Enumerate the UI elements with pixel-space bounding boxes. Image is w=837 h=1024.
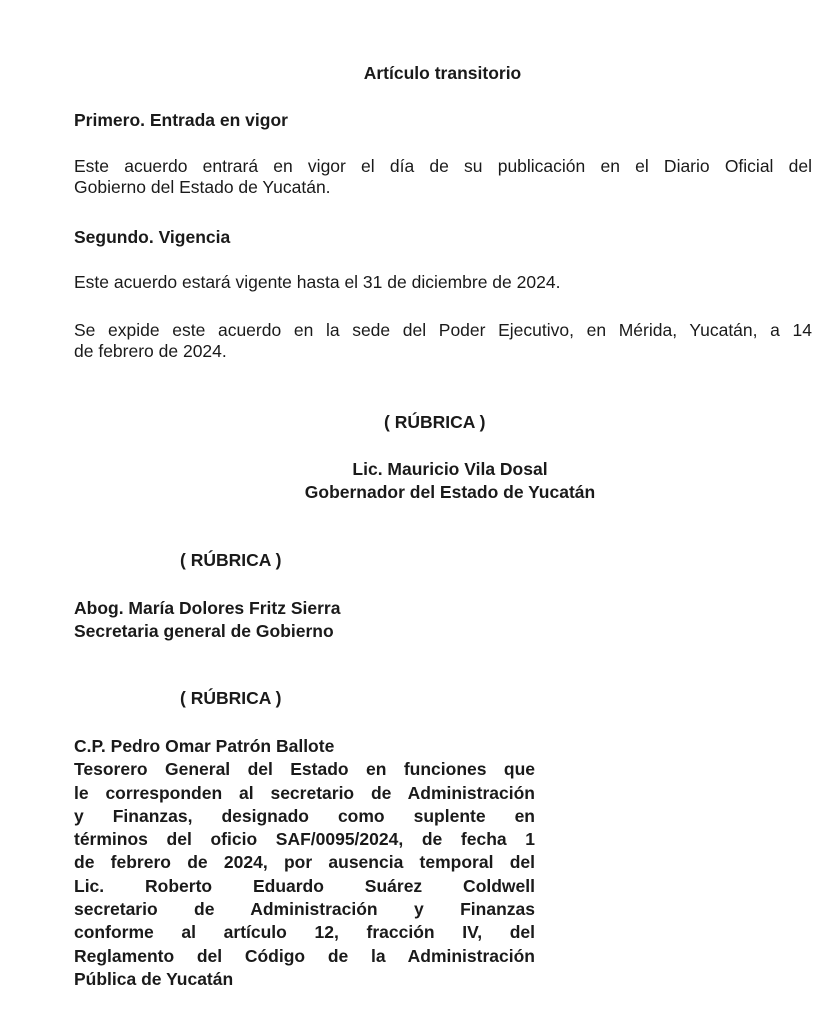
document-title: Artículo transitorio — [363, 63, 522, 83]
signer-title: Secretaria general de Gobierno — [74, 621, 334, 641]
signature-governor — [230, 458, 670, 504]
issued-paragraph — [74, 320, 812, 362]
section-paragraph-segundo — [74, 272, 812, 293]
rubrica-governor: ( RÚBRICA ) — [384, 412, 486, 432]
paragraph-line: Este acuerdo entrará en vigor el día de su publicación en el Diario Oficial del — [74, 156, 812, 176]
paragraph-line: Este acuerdo estará vigente hasta el 31 de diciembre de 2024. — [74, 272, 561, 292]
signer-title: Gobernador del Estado de Yucatán — [304, 482, 596, 502]
section-heading-primero: Primero. Entrada en vigor — [74, 110, 288, 130]
signer-title-line: Reglamento del Código de la Administración — [74, 945, 535, 966]
signer-name: Abog. María Dolores Fritz Sierra — [74, 598, 341, 618]
signer-name: C.P. Pedro Omar Patrón Ballote — [74, 736, 335, 756]
signer-title-line: Pública de Yucatán — [74, 968, 234, 989]
signer-title-line: Lic. Roberto Eduardo Suárez Coldwell — [74, 875, 535, 896]
section-heading-segundo: Segundo. Vigencia — [74, 227, 231, 247]
signer-title-line: de febrero de 2024, por ausencia temporal del — [74, 852, 535, 873]
signer-title-line: Tesorero General del Estado en funciones que — [74, 759, 535, 780]
paragraph-line: Se expide este acuerdo en la sede del Poder Ejecutivo, en Mérida, Yucatán, a 14 — [74, 320, 812, 340]
signer-title-line: le corresponden al secretario de Administración — [74, 782, 535, 803]
section-paragraph-primero — [74, 156, 812, 198]
signer-title-line: conforme al artículo 12, fracción IV, del — [74, 922, 535, 943]
signature-tesorero — [74, 735, 535, 991]
signer-title-line: términos del oficio SAF/0095/2024, de fecha 1 — [74, 829, 535, 850]
rubrica-secretaria: ( RÚBRICA ) — [180, 550, 282, 570]
signature-secretaria — [74, 597, 340, 643]
paragraph-line: Gobierno del Estado de Yucatán. — [74, 177, 331, 197]
rubrica-tesorero: ( RÚBRICA ) — [180, 688, 282, 708]
signer-title-line: secretario de Administración y Finanzas — [74, 899, 535, 920]
signer-name: Lic. Mauricio Vila Dosal — [352, 459, 548, 479]
paragraph-line: de febrero de 2024. — [74, 341, 227, 361]
signer-title-line: y Finanzas, designado como suplente en — [74, 805, 535, 826]
